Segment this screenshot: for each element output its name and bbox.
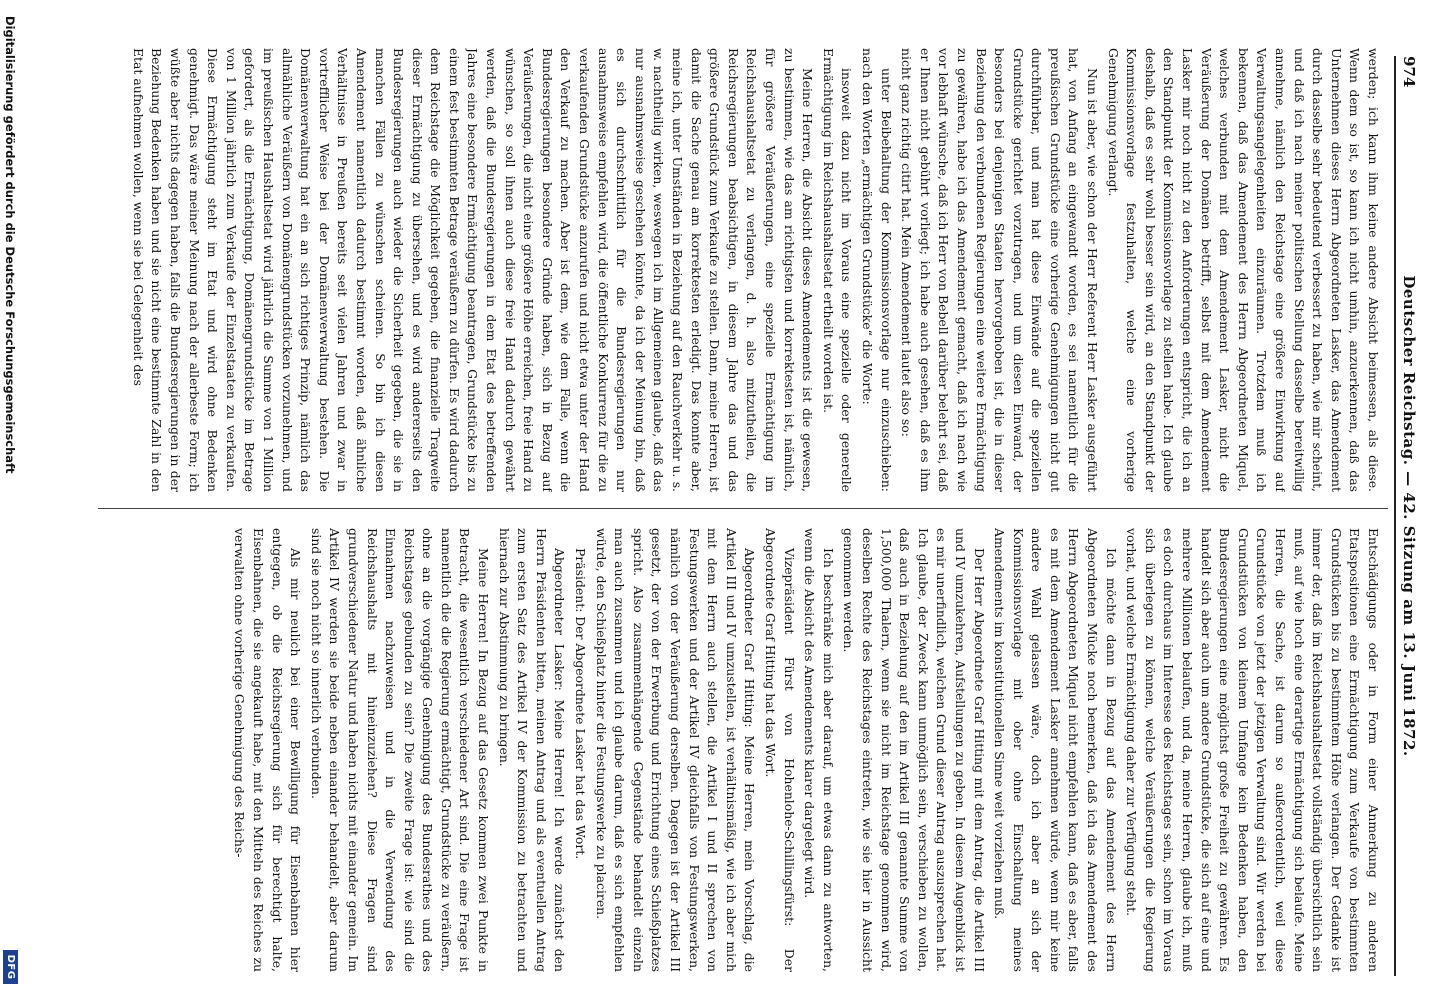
paragraph: Ich möchte dann in Bezug auf das Amendement des Herrn Abgeordneten Mücke noch bemerken, daß ich das Amendement des Herrn Abgeordneten Miquel nicht empfehlen kann, daß es aber, falls es mit dem Amendement Lasker annehmen würde, wenn mir keine andere Wahl gelassen wäre, doch ich aber an sich der Kommissionsvorlage mit ober ohne Einschaltung meines Amendements im konstitutionellen Sinne weit vorziehen muß.: [992, 528, 1119, 972]
digitization-credit: [0, 0, 20, 1000]
column-divider: [98, 508, 1388, 509]
paragraph: Der Herr Abgeordnete Graf Hitting mit dem Antrag, die Artikel III und IV umzukehren, Aufstellungen zu geben. In diesem Augenblick ist es mir unerfindlich, welchen Grund dieser Antrag auszusprechen hat. Ich glaube, der Zweck kann unmöglich sein, verschieben zu wollen, daß auch in Beziehung auf den im Artikel III genannte Summe von 1,500,000 Thalern, wenn sie nicht im Reichstage genommen wird, deselben Rechte des Reichstages eintreten, wie sie hier in Aussicht genommen werden.: [841, 528, 987, 972]
column-left: [112, 48, 1382, 492]
paragraph: werden; ich kann ihm keine andere Absicht beimessen, als diese. Wenn dem so ist, so kann ich nicht umhin, anzuerkennen, daß das Unternehmen dieses Herrn Abgeordneten Lasker, das Amendement durch dasselbe sehr bedeutend verbessert zu haben, wie mir scheint, und daß ich nach meiner politischen Stellung dasselbe bereitwillig annehme, nämlich den Reichstage eine größere Einwirkung auf Verwaltungsangelegenheiten einzuräumen. Trotzdem muß ich bekennen, daß das Amendement des Herrn Abgeordneten Miquel, welches verbunden mit dem Amendement Lasker, nicht die Veräußerung der Domänen betrifft, selbst mit dem Amendement Lasker mir noch nicht zu den Anforderungen entspricht, die ich an den Standpunkt der Kommissionsvorlage zu stellen habe. Ich glaube deshalb, daß es sehr wohl besser sein wird, an den Standpunkt der Kommissionsvorlage festzuhalten, welche eine vorherige Genehmigung verlangt.: [1105, 48, 1381, 492]
speaker-paragraph: Vizepräsident Fürst von Hohenlohe-Schillingsfürst: Der Abgeordnete Graf Hitting hat das Wort.: [763, 528, 797, 972]
paragraph: Ich beschränke mich aber darauf, um etwas dann zu antworten, wenn die Absicht des Amendements klarer dargelegt wird.: [802, 528, 836, 972]
paragraph: Als mir neulich bei einer Bewilligung für Eisenbahnen hier entgegen, ob die Reichsregierung sich für berechtigt halte, Eisenbahnen, die sie angekauft habe, mit den Mitteln des Reiches zu verwalten ohne vorherige Genehmigung des Reichs-: [232, 528, 304, 972]
speaker-paragraph: Abgeordneter Lasker: Meine Herren! Ich werde zunächst den Herrn Präsidenten bitten, meinen Antrag und als eventuellen Antrag zum ersten Satz des Artikel IV der Kommission zu betrachten und hiernach zur Abstimmung zu bringen.: [496, 528, 568, 972]
paragraph: Nun ist aber, wie schon der Herr Referent Herr Lasker ausgeführt hat, von Anfang an eingewandt worden, es sei namentlich für die preußischen Grundstücke eine vorherige Genehmigungen nicht gut durchführbar, und man hat diese Einwände auf die speziellen Grundstücke gerichtet vorzutragen, und um diesen Einwand, der besonders bei denjenigen Staaten hervorgehoben ist, die in dieser Beziehung den verbundenen Regierungen eine weitere Ermächtigung zu gewähren, habe ich das Amendement gemacht, daß ich nach wie vor lebhaft wünsche, daß ich Herr von Bebell darüber belehrt sei, daß er Ihnen nicht gebührt vorliegt; ich habe auch gesehen, daß es ihm nicht ganz richtig citirt hat. Mein Amendement lautet also so:: [899, 48, 1101, 492]
column-right: [112, 528, 1382, 972]
paragraph: Entschädigungs oder in Form einer Anmerkung zu anderen Etatspositionen eine Ermächtigung zum Verkaufe von bestimmten Grundstücken bis zu bestimmtem Höhe verlangen. Der Gedanke ist immer der, daß im Reichshaushaltsetat vollständig übersichtlich sein muß, auf wie hoch eine derartige Ermächtigung sich belaufe. Meine Herren, die Sache, ist darum so außerordentlich, weil diese Grundstücke von jetzt der jetzigen Verwaltung sind. Wir werden bei Grundstücken von kleinem Umfange kein Bedenken haben, den Bundesregierungen eine möglichst große Freiheit zu gewähren. Es handelt sich aber auch um andere Grundstücke, die sich auf eine und mehrere Millionen belaufen, und da, meine Herren, glaube ich, muß es doch durchaus im Interesse des Reichstages sein, schon im Voraus sich überlegen zu können, welche Veräußerungen die Regierung vorhat, und welche Ermächtigung daher zur Verfügung steht.: [1124, 528, 1381, 972]
speaker-paragraph: Präsident: Der Abgeordnete Lasker hat das Wort.: [573, 548, 589, 860]
running-title: Deutscher Reichstag. — 42. Sitzung am 13. Juni 1872.: [1400, 275, 1418, 757]
paragraph: Meine Herren! In Bezug auf das Gesetz kommen zwei Punkte in Betracht, die wesentlich verschiedener Art sind. Die eine Frage ist namentlich die die Regierung ermächtigt, Grundstücke zu veräußern, ohne an die vorgängige Genehmigung des Bundesrathes und des Reichstages gebunden zu sein? Die zweite Frage ist: wie sind die Einnahmen nachzuweisen und in die Verwendung des Reichshaushalts mit hineinzuziehen? Diese Fragen sind grundverschiedener Natur und haben nichts mit einander gemein. Im Artikel IV werden sie beide neben einander behandelt, aber darum sind sie noch nicht so innerlich verbunden.: [308, 528, 492, 972]
header-rule: [1394, 56, 1396, 976]
page-number: 974: [1400, 56, 1418, 88]
dfg-logo-icon: DFG: [3, 950, 18, 984]
paragraph: insoweit dazu nicht im Voraus eine spezielle oder generelle Ermächtigung im Reichshaushaltsetat ertheilt worden ist.: [820, 48, 855, 492]
speaker-paragraph: Abgeordneter Graf Hitting: Meine Herren, mein Vorschlag, die Artikel III und IV umzustellen, ist verhältnismäßig, wie ich aber mich mit dem Herrn auch stellen, die Artikel I und II sprechen von Festungswerken und der Artikel IV gleichfalls von Festungswerken, nämlich von der Veräußerung derselben. Dagegen ist der Artikel III gesetzt, der von der Erwerbung und Errichtung eines Schießplatzes spricht. Also zusammenhängende Gegenstände behandelt einzeln man auch zusammen und ich glaube darum, daß es sich empfehlen würde, den Schießplatz hinter die Festungswerke zu placiren.: [593, 528, 758, 972]
credit-text: Digitalisierung gefördert durch die Deutsche Forschungsgemeinschaft: [3, 16, 17, 474]
page-header: [1396, 56, 1422, 976]
paragraph: Meine Herren, die Absicht dieses Amendements ist die gewesen, zu bestimmen, wie das am richtigsten und korrektesten ist, nämlich, für größere Veräußerungen, eine spezielle Ermächtigung im Reichshaushaltsetat zu verlangen, d. h. also mitzutheilen, die Reichsregierungen beabsichtigen, in diesem Jahre das und das größere Grundstück zum Verkaufe zu stellen. Dann, meine Herren, ist damit die Sache genau am korrektesten erledigt. Das konnte aber, meine ich, unter Umständen in Beziehung auf den Rauchverkehr u. s. w. nachtheilig wirken, weswegen ich im Allgemeinen glaube, daß das nur ausnahmsweise geschehen könnte, da ich der Meinung bin, daß es sich durchschnittlich für die Bundesregierungen nur ausnahmsweise empfehlen wird, die öffentliche Konkurrenz für die zu verkaufenden Grundstücke anzurufen und nicht etwa unter der Hand den Verkauf zu machen. Aber ist dem, wie dem Falle, wenn die Bundesregierungen besondere Gründe haben, sich in Bezug auf Veräußerungen, die nicht eine größere Höhe erreichen, freie Hand zu wünschen, so soll ihnen auch diese freie Hand dadurch gewährt werden, daß die Bundesregierungen in dem Etat des betreffenden Jahres eine besondere Ermächtigung beantragen, Grundstücke bis zu einem fest bestimmten Betrage veräußern zu dürfen. Es wird dadurch dem Reichstage die Möglichkeit gegeben, die finanzielle Tragweite dieser Ermächtigung zu übersehen, und es wird andererseits den Bundesregierungen auch wieder die Sicherheit gegeben, die sie in manchen Fällen zu wünschen scheinen. So bin ich diesen Amendement namentlich dadurch bestimmt worden, daß ähnliche Verhältnisse in Preußen bereits seit vielen Jahren und zwar in vortrefflicher Weise bei der Domänenverwaltung bestehen. Die Domänenverwaltung hat ein an sich richtiges Prinzip, nämlich das allmähliche Veräußern von Domänengrundstücken vorzunehmen, und im preußischen Haushaltsetat wird jährlich die Summe von 1 Million gefordert, als die Ermächtigung, Domänengrundstücke im Betrage von 1 Million jährlich zum Verkaufe der Einzelstaaten zu verkaufen. Diese Ermächtigung steht im Etat und wird ohne Bedenken genehmigt. Das wäre meiner Meinung nach der allerbeste Form; ich wüßte aber nichts dagegen haben, falls die Bundesregierungen in der Beziehung Bedenken haben und sie nicht eine bestimmte Zahl in den Etat aufnehmen wollen, wenn sie bei Gelegenheit des: [130, 48, 816, 492]
paragraph: unter Beibehaltung der Kommissionsvorlage nur einzuschieben: nach den Worten „ermächtigen Grundstücke“ die Worte:: [859, 48, 894, 492]
